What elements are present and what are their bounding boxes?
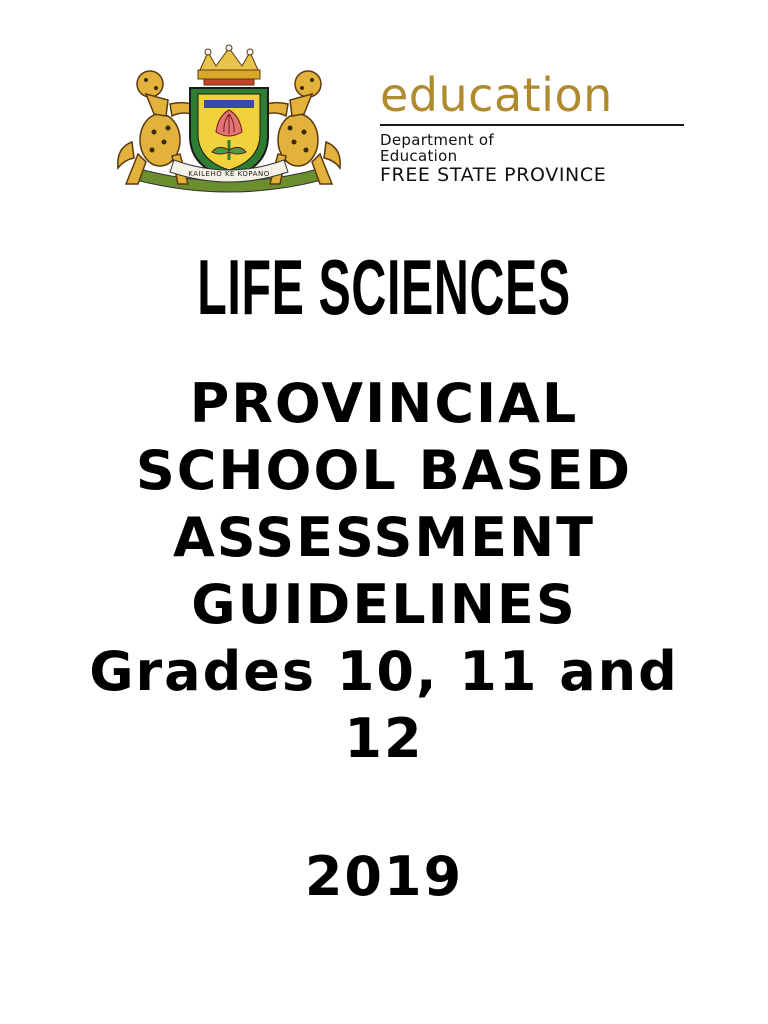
coat-of-arms-logo bbox=[108, 44, 350, 194]
title-line: 12 bbox=[344, 707, 424, 770]
wordmark-divider bbox=[380, 124, 684, 126]
crest-motto: KAILEHO KE KOPANO bbox=[188, 170, 270, 178]
document-header bbox=[108, 44, 698, 194]
title-line: SCHOOL BASED bbox=[135, 439, 633, 502]
crown bbox=[198, 45, 260, 85]
title-line: PROVINCIAL bbox=[189, 372, 579, 435]
province-name: FREE STATE PROVINCE bbox=[380, 164, 607, 186]
title-line: Grades 10, 11 and bbox=[89, 640, 679, 703]
coat-of-arms-emblem bbox=[108, 44, 350, 194]
department-logo bbox=[380, 70, 692, 190]
department-line-2: Education bbox=[380, 147, 458, 165]
subject-title: LIFE SCIENCES bbox=[197, 243, 571, 331]
title-line: GUIDELINES bbox=[191, 573, 577, 636]
department-line-1: Department of bbox=[380, 131, 494, 149]
title-line: ASSESSMENT bbox=[172, 506, 596, 569]
document-year: 2019 bbox=[304, 845, 464, 908]
department-wordmark: education bbox=[380, 68, 613, 122]
document-title bbox=[20, 370, 748, 772]
